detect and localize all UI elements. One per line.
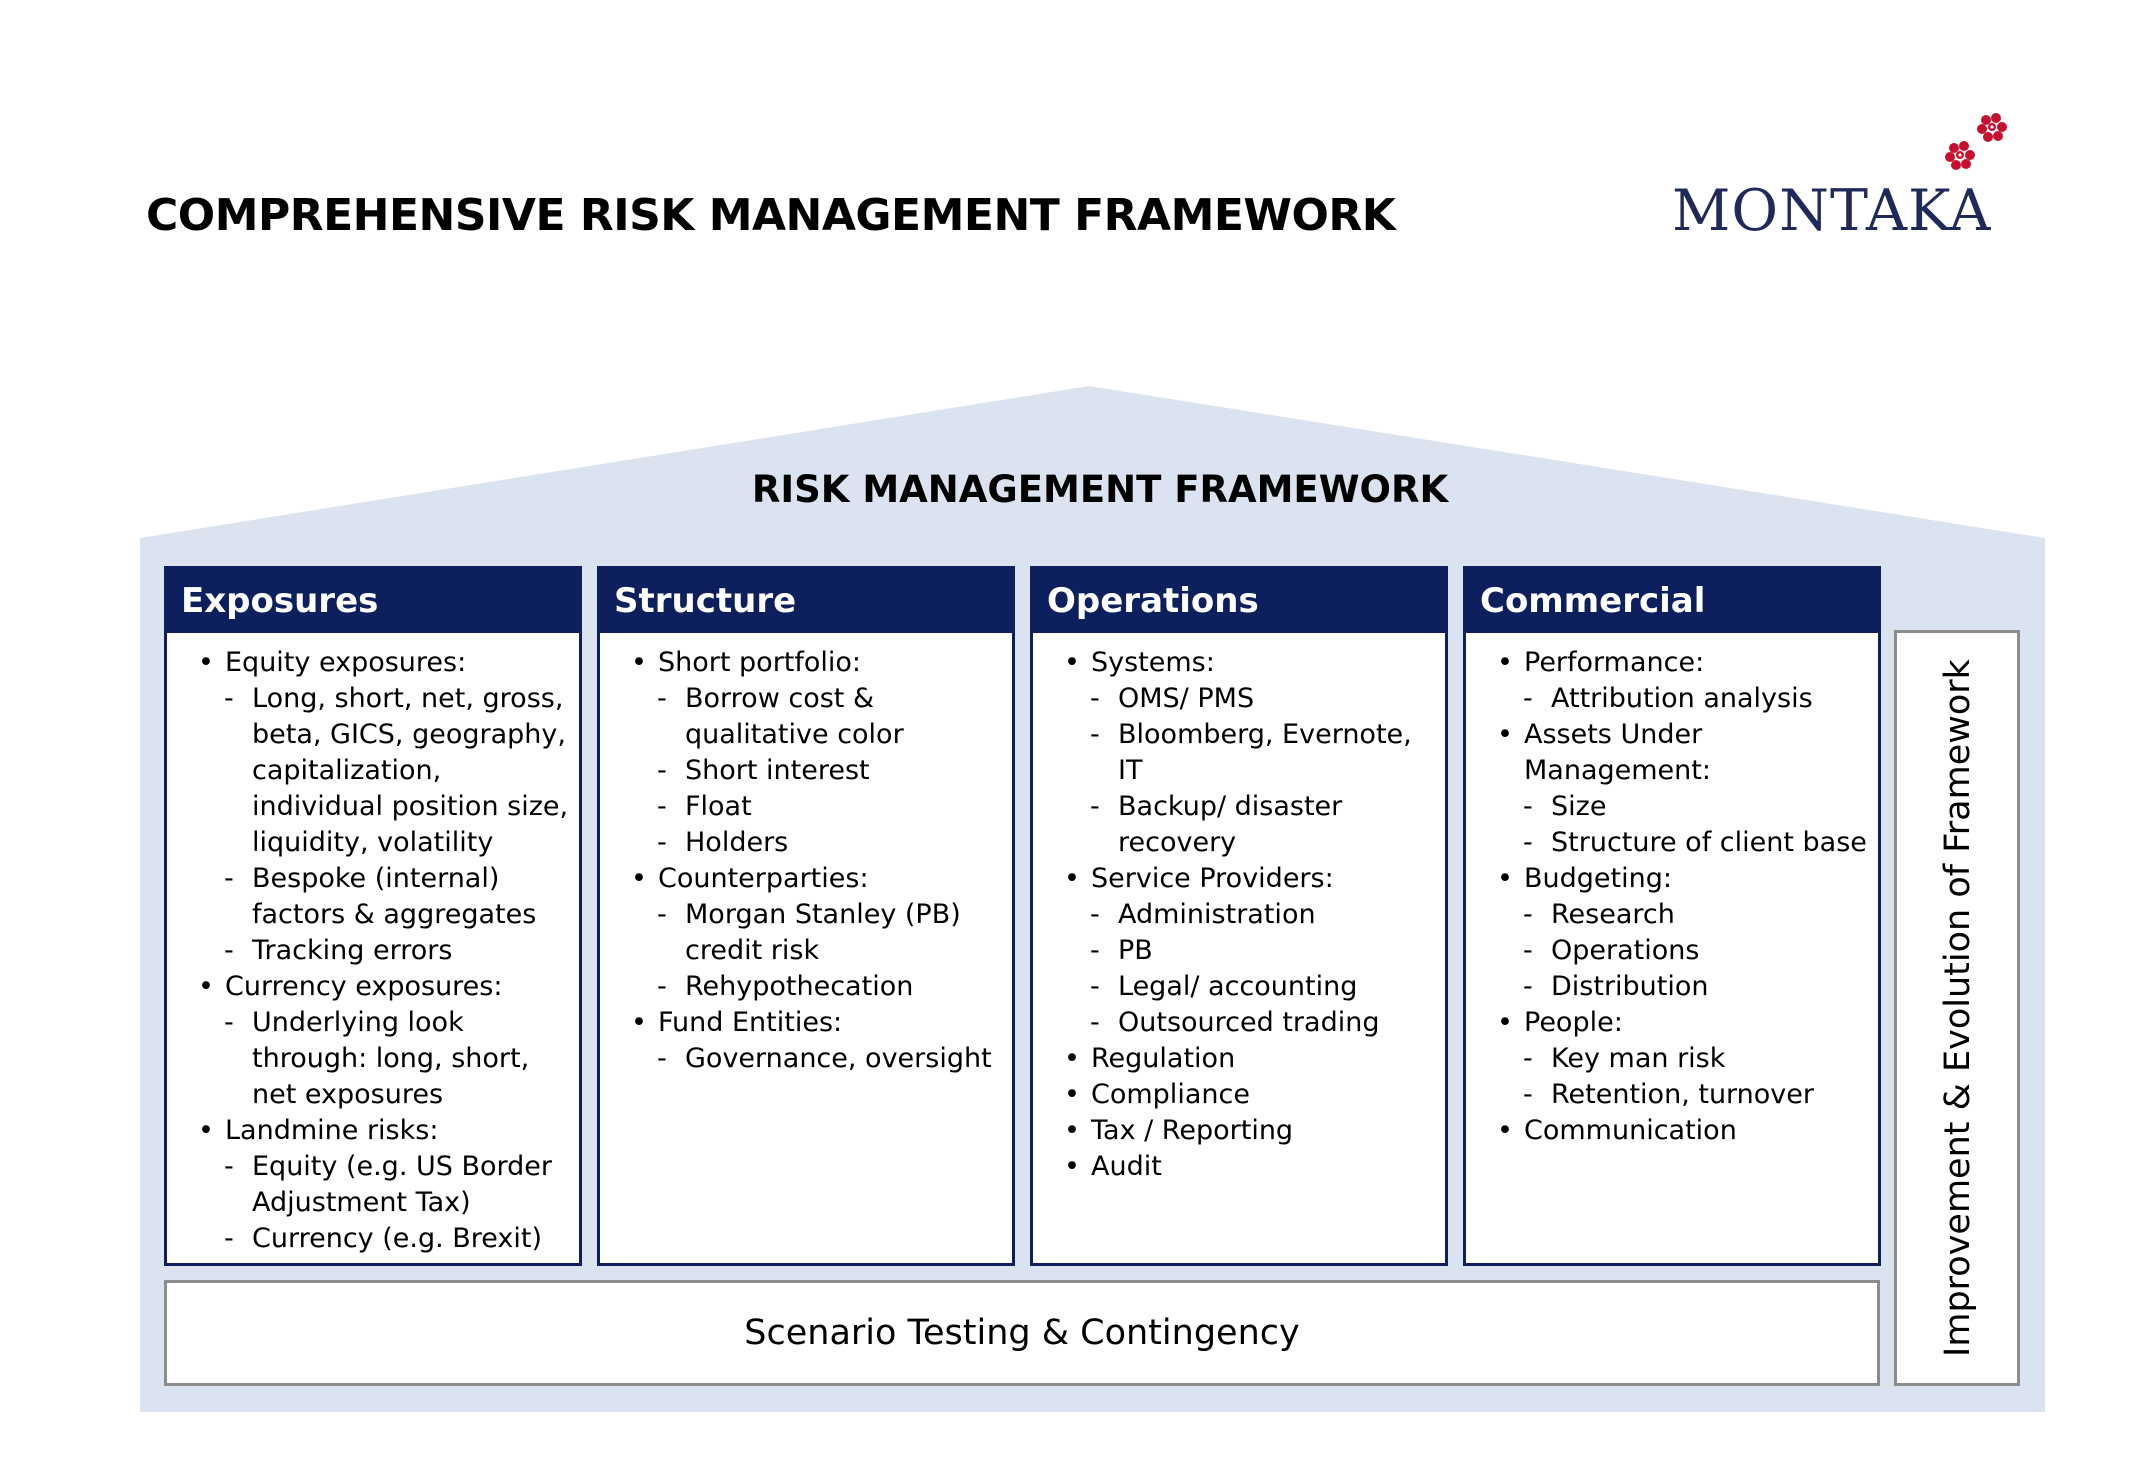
sub-item: - Underlying look through: long, short, net exposures bbox=[221, 1005, 569, 1113]
sub-list bbox=[189, 1005, 569, 1113]
sub-item: - Backup/ disaster recovery bbox=[1087, 789, 1435, 861]
scenario-testing-label: Scenario Testing & Contingency bbox=[744, 1313, 1300, 1353]
pillar-structure bbox=[597, 566, 1015, 1266]
pillar-commercial bbox=[1463, 566, 1881, 1266]
scenario-testing-box bbox=[164, 1280, 1880, 1386]
bullet-item: • Regulation bbox=[1055, 1041, 1435, 1077]
bullet-item: • Equity exposures: bbox=[189, 645, 569, 681]
sub-item: - Holders bbox=[654, 825, 1002, 861]
sub-list bbox=[189, 1149, 569, 1257]
sub-item: - Bloomberg, Evernote, IT bbox=[1087, 717, 1435, 789]
pillar-header: Structure bbox=[600, 569, 1012, 633]
bullet-item: • Currency exposures: bbox=[189, 969, 569, 1005]
sub-list bbox=[1488, 681, 1868, 717]
pillar-body bbox=[600, 633, 1012, 1077]
sub-item: - Structure of client base bbox=[1520, 825, 1868, 861]
pillar-operations bbox=[1030, 566, 1448, 1266]
sub-list bbox=[1488, 1041, 1868, 1113]
pillar-body bbox=[167, 633, 579, 1257]
page-title: COMPREHENSIVE RISK MANAGEMENT FRAMEWORK bbox=[146, 190, 1396, 241]
sub-item: - Size bbox=[1520, 789, 1868, 825]
sub-item: - Long, short, net, gross, beta, GICS, geography, capitalization, individual position size, liquidity, volatility bbox=[221, 681, 569, 861]
sub-item: - Short interest bbox=[654, 753, 1002, 789]
sub-item: - Equity (e.g. US Border Adjustment Tax) bbox=[221, 1149, 569, 1221]
sub-item: - Administration bbox=[1087, 897, 1435, 933]
sub-item: - Research bbox=[1520, 897, 1868, 933]
sub-item: - PB bbox=[1087, 933, 1435, 969]
sub-item: - Operations bbox=[1520, 933, 1868, 969]
logo-wordmark: MONTAKA bbox=[1672, 178, 1992, 244]
montaka-logo bbox=[1672, 108, 2012, 248]
sub-item: - Tracking errors bbox=[221, 933, 569, 969]
pillar-header: Exposures bbox=[167, 569, 579, 633]
sub-item: - Attribution analysis bbox=[1520, 681, 1868, 717]
sub-list bbox=[1488, 897, 1868, 1005]
sub-item: - Retention, turnover bbox=[1520, 1077, 1868, 1113]
framework-title: RISK MANAGEMENT FRAMEWORK bbox=[751, 468, 1449, 511]
bullet-item: • Budgeting: bbox=[1488, 861, 1868, 897]
pillar-body bbox=[1466, 633, 1878, 1149]
sub-item: - Float bbox=[654, 789, 1002, 825]
pillar-header: Operations bbox=[1033, 569, 1445, 633]
sub-item: - Key man risk bbox=[1520, 1041, 1868, 1077]
bullet-item: • Fund Entities: bbox=[622, 1005, 1002, 1041]
sub-item: - OMS/ PMS bbox=[1087, 681, 1435, 717]
bullet-item: • Systems: bbox=[1055, 645, 1435, 681]
flower-emblem-icon bbox=[1940, 108, 2012, 178]
sub-list bbox=[1488, 789, 1868, 861]
sub-item: - Distribution bbox=[1520, 969, 1868, 1005]
bullet-item: • Tax / Reporting bbox=[1055, 1113, 1435, 1149]
bullet-item: • Landmine risks: bbox=[189, 1113, 569, 1149]
sub-list bbox=[189, 681, 569, 969]
sub-item: - Rehypothecation bbox=[654, 969, 1002, 1005]
improvement-evolution-box bbox=[1894, 630, 2020, 1386]
bullet-item: • People: bbox=[1488, 1005, 1868, 1041]
sub-list bbox=[622, 681, 1002, 861]
bullet-item: • Compliance bbox=[1055, 1077, 1435, 1113]
sub-item: - Currency (e.g. Brexit) bbox=[221, 1221, 569, 1257]
sub-list bbox=[622, 897, 1002, 1005]
bullet-item: • Communication bbox=[1488, 1113, 1868, 1149]
sub-item: - Outsourced trading bbox=[1087, 1005, 1435, 1041]
pillar-header: Commercial bbox=[1466, 569, 1878, 633]
sub-item: - Borrow cost & qualitative color bbox=[654, 681, 1002, 753]
bullet-item: • Service Providers: bbox=[1055, 861, 1435, 897]
sub-item: - Governance, oversight bbox=[654, 1041, 1002, 1077]
sub-list bbox=[1055, 681, 1435, 861]
pillar-exposures bbox=[164, 566, 582, 1266]
bullet-item: • Short portfolio: bbox=[622, 645, 1002, 681]
sub-list bbox=[622, 1041, 1002, 1077]
bullet-item: • Assets Under Management: bbox=[1488, 717, 1868, 789]
bullet-item: • Audit bbox=[1055, 1149, 1435, 1185]
pillar-body bbox=[1033, 633, 1445, 1185]
sub-item: - Morgan Stanley (PB) credit risk bbox=[654, 897, 1002, 969]
bullet-item: • Counterparties: bbox=[622, 861, 1002, 897]
sub-item: - Legal/ accounting bbox=[1087, 969, 1435, 1005]
sub-list bbox=[1055, 897, 1435, 1041]
sub-item: - Bespoke (internal) factors & aggregates bbox=[221, 861, 569, 933]
bullet-item: • Performance: bbox=[1488, 645, 1868, 681]
improvement-evolution-label: Improvement & Evolution of Framework bbox=[1938, 659, 1978, 1357]
